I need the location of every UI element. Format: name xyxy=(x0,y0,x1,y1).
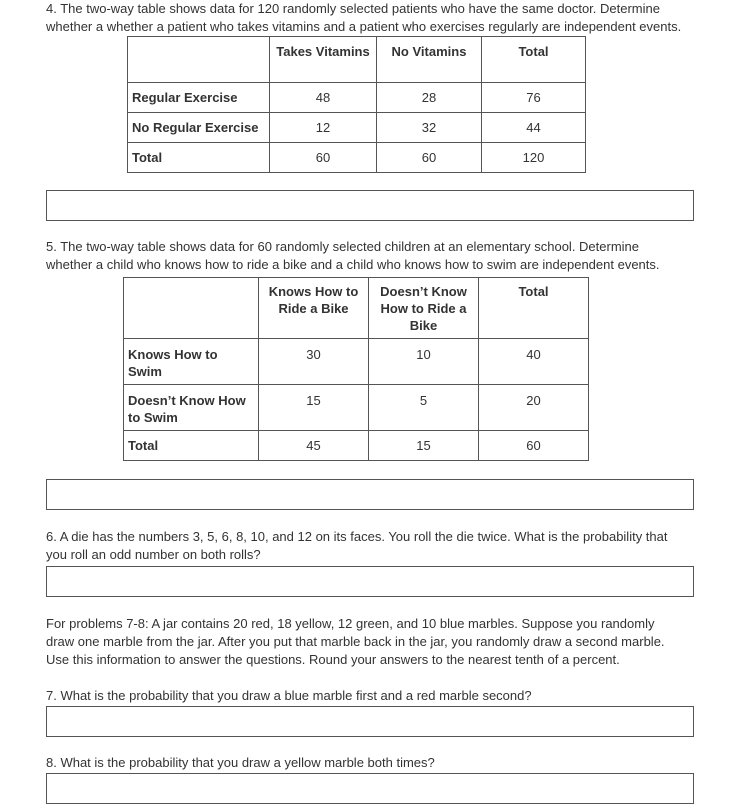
q5-cell-value: 5 xyxy=(419,393,428,408)
row-label-cell xyxy=(128,143,270,173)
q5-cell-value: 30 xyxy=(306,347,321,362)
q4-cell-value: 44 xyxy=(526,120,541,135)
q4-two-way-table xyxy=(127,36,586,173)
q5-header-doesnt-know-bike: Doesn’t Know How to Ride a Bike xyxy=(380,284,467,333)
q8-answer-box[interactable] xyxy=(46,773,694,804)
q4-header-takes-vitamins: Takes Vitamins xyxy=(276,44,370,59)
table-cell xyxy=(479,385,589,431)
q5-header-cell xyxy=(259,278,369,339)
q7-prompt xyxy=(46,687,726,705)
q4-header-total: Total xyxy=(518,44,549,59)
row-label-cell xyxy=(124,385,259,431)
table-cell xyxy=(270,143,377,173)
table-cell xyxy=(270,113,377,143)
table-cell xyxy=(259,385,369,431)
q4-header-corner xyxy=(128,37,270,83)
q5-two-way-table xyxy=(123,277,589,461)
table-cell xyxy=(259,431,369,461)
q5-answer-box[interactable] xyxy=(46,479,694,510)
q4-prompt xyxy=(46,0,726,36)
table-cell xyxy=(259,339,369,385)
table-cell xyxy=(479,431,589,461)
q4-prompt-line2: whether a whether a patient who takes vitamins and a patient who exercises regularly are independent events. xyxy=(46,19,682,34)
q78-intro-line1: For problems 7-8: A jar contains 20 red, 18 yellow, 12 green, and 10 blue marbles. Suppose you randomly xyxy=(46,616,655,631)
q5-cell-value: 45 xyxy=(306,438,321,453)
table-row xyxy=(124,339,589,385)
q4-answer-box[interactable] xyxy=(46,190,694,221)
table-cell xyxy=(369,385,479,431)
table-cell xyxy=(377,83,482,113)
table-cell xyxy=(270,83,377,113)
q8-prompt-text: 8. What is the probability that you draw a yellow marble both times? xyxy=(46,755,435,770)
table-cell xyxy=(369,339,479,385)
q4-prompt-line1: 4. The two-way table shows data for 120 randomly selected patients who have the same doctor. Determine xyxy=(46,1,660,16)
q6-prompt-line1: 6. A die has the numbers 3, 5, 6, 8, 10, and 12 on its faces. You roll the die twice. What is the probability that xyxy=(46,529,668,544)
table-cell xyxy=(479,339,589,385)
q5-header-row xyxy=(124,278,589,339)
q5-header-total: Total xyxy=(518,284,549,299)
q5-cell-value: 15 xyxy=(306,393,321,408)
table-row xyxy=(124,431,589,461)
q5-cell-value: 15 xyxy=(416,438,431,453)
q5-header-corner xyxy=(124,278,259,339)
table-cell xyxy=(377,143,482,173)
q5-row-label: Doesn’t Know How to Swim xyxy=(128,393,246,425)
q4-row-label: Total xyxy=(132,150,163,165)
q4-cell-value: 60 xyxy=(315,150,331,165)
q4-row-label: No Regular Exercise xyxy=(132,120,259,135)
table-cell xyxy=(482,143,586,173)
q7-answer-box[interactable] xyxy=(46,706,694,737)
table-row xyxy=(128,83,586,113)
table-cell xyxy=(377,113,482,143)
row-label-cell xyxy=(124,431,259,461)
table-cell xyxy=(482,113,586,143)
q6-prompt-line2: you roll an odd number on both rolls? xyxy=(46,547,261,562)
q5-header-cell xyxy=(479,278,589,339)
q4-header-no-vitamins: No Vitamins xyxy=(391,44,467,59)
q5-cell-value: 20 xyxy=(526,393,541,408)
q5-cell-value: 10 xyxy=(416,347,431,362)
q4-cell-value: 28 xyxy=(421,90,437,105)
row-label-cell xyxy=(128,113,270,143)
q4-cell-value: 48 xyxy=(315,90,331,105)
q4-header-row xyxy=(128,37,586,83)
q5-cell-value: 40 xyxy=(526,347,541,362)
q4-header-cell xyxy=(270,37,377,83)
q6-answer-box[interactable] xyxy=(46,566,694,597)
q7-prompt-text: 7. What is the probability that you draw a blue marble first and a red marble second? xyxy=(46,688,532,703)
q5-header-cell xyxy=(369,278,479,339)
table-row xyxy=(128,143,586,173)
q4-cell-value: 120 xyxy=(522,150,545,165)
table-cell xyxy=(369,431,479,461)
q5-prompt xyxy=(46,238,726,274)
q4-cell-value: 76 xyxy=(526,90,541,105)
q5-prompt-line1: 5. The two-way table shows data for 60 randomly selected children at an elementary school. Determine xyxy=(46,239,640,254)
q4-cell-value: 60 xyxy=(421,150,437,165)
q5-prompt-line2: whether a child who knows how to ride a bike and a child who knows how to swim are independent events. xyxy=(46,257,660,272)
q4-header-cell xyxy=(377,37,482,83)
q5-row-label: Knows How to Swim xyxy=(128,347,218,379)
q4-cell-value: 12 xyxy=(315,120,331,135)
q5-header-knows-bike: Knows How to Ride a Bike xyxy=(268,284,359,316)
q5-cell-value: 60 xyxy=(526,438,541,453)
q4-row-label: Regular Exercise xyxy=(132,90,238,105)
q4-cell-value: 32 xyxy=(421,120,437,135)
q78-intro xyxy=(46,615,726,669)
q8-prompt xyxy=(46,754,726,772)
q78-intro-line2: draw one marble from the jar. After you put that marble back in the jar, you randomly draw a second marble. xyxy=(46,634,665,649)
q5-row-label: Total xyxy=(128,438,159,453)
q4-header-cell xyxy=(482,37,586,83)
table-row xyxy=(124,385,589,431)
table-row xyxy=(128,113,586,143)
table-cell xyxy=(482,83,586,113)
row-label-cell xyxy=(128,83,270,113)
q78-intro-line3: Use this information to answer the questions. Round your answers to the nearest tenth of a percent. xyxy=(46,652,620,667)
row-label-cell xyxy=(124,339,259,385)
q6-prompt xyxy=(46,528,726,564)
